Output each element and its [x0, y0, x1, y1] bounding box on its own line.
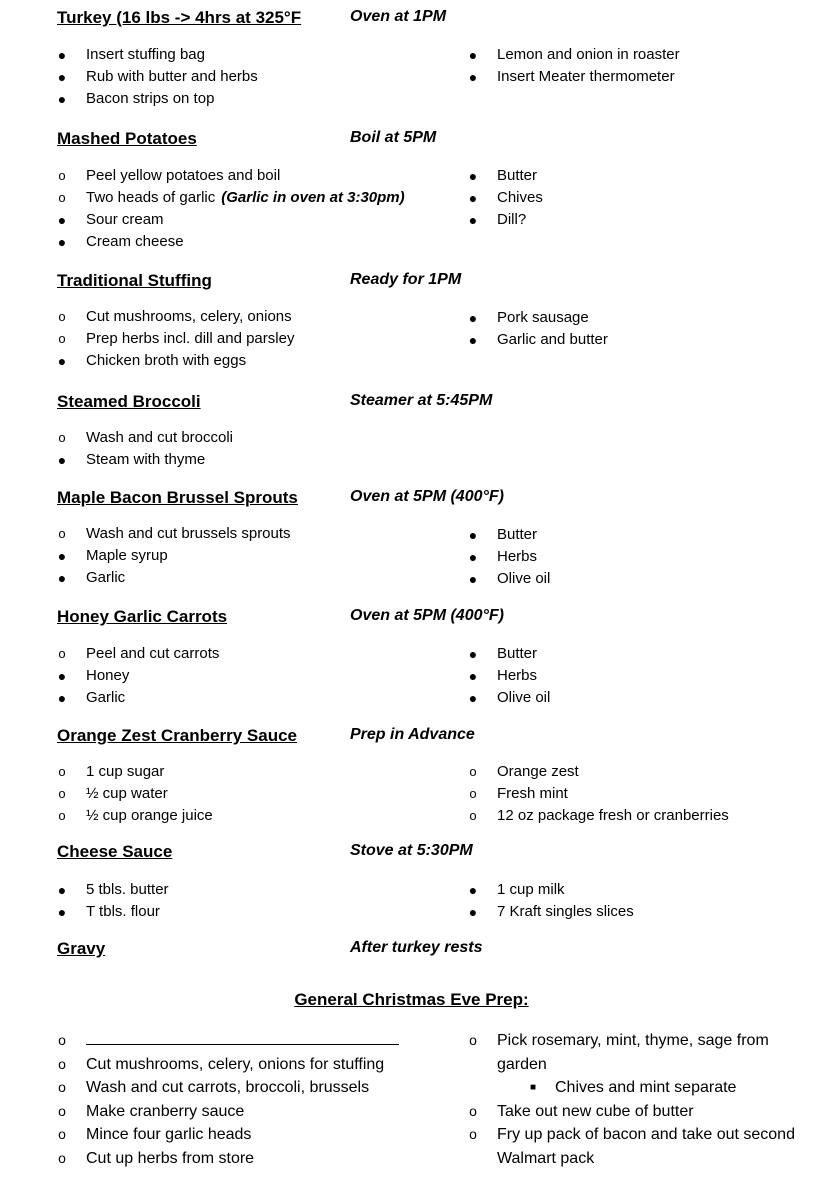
section-header — [0, 8, 823, 32]
bullet-marker: ● — [468, 668, 478, 684]
section-title: Steamed Broccoli — [57, 392, 201, 411]
circle-marker: o — [58, 1055, 66, 1072]
bullet-marker: ● — [468, 527, 478, 543]
circle-marker: o — [58, 808, 66, 823]
circle-marker: o — [58, 1102, 66, 1119]
circle-marker: o — [58, 331, 66, 346]
bullet-marker: ● — [468, 69, 478, 85]
circle-marker: o — [469, 1126, 477, 1142]
circle-marker: o — [58, 309, 66, 324]
section-title: Gravy — [57, 939, 106, 958]
section-title: Cheese Sauce — [57, 842, 173, 861]
bullet-marker: ● — [57, 690, 67, 706]
bullet-marker: ● — [57, 47, 67, 63]
bullet-marker: ● — [57, 353, 67, 369]
section-header — [0, 271, 823, 295]
circle-marker: o — [58, 1149, 66, 1166]
bullet-marker: ● — [468, 190, 478, 206]
bullet-marker: ● — [57, 91, 67, 107]
section-timing: Oven at 1PM — [350, 8, 447, 25]
circle-marker: o — [469, 1102, 477, 1119]
blank-fill-line — [86, 1029, 399, 1045]
bullet-marker: ● — [57, 452, 67, 468]
bullet-marker: ● — [57, 882, 67, 898]
bullet-marker: ● — [57, 548, 67, 564]
bullet-marker: ● — [57, 570, 67, 586]
bullet-marker: ● — [468, 549, 478, 565]
section-header — [0, 129, 823, 153]
circle-marker: o — [58, 526, 66, 541]
bullet-marker: ● — [468, 904, 478, 920]
section-timing: Prep in Advance — [350, 726, 475, 743]
circle-marker: o — [469, 764, 477, 779]
bullet-marker: ● — [57, 668, 67, 684]
section-timing: Oven at 5PM (400°F) — [350, 488, 504, 505]
section-timing: Boil at 5PM — [350, 129, 437, 146]
bullet-marker: ● — [468, 310, 478, 326]
circle-marker: o — [58, 764, 66, 779]
bullet-marker: ● — [468, 47, 478, 63]
section-header — [0, 939, 823, 963]
section-timing: Stove at 5:30PM — [350, 842, 473, 859]
bullet-marker: ● — [57, 234, 67, 250]
section-title: Mashed Potatoes — [57, 129, 197, 148]
section-header — [0, 392, 823, 416]
bullet-marker: ● — [468, 646, 478, 662]
circle-marker: o — [469, 1032, 477, 1048]
bullet-marker: ● — [57, 69, 67, 85]
section-header — [0, 842, 823, 866]
bullet-marker: ● — [468, 690, 478, 706]
section-timing: Steamer at 5:45PM — [350, 392, 493, 409]
circle-marker: o — [58, 786, 66, 801]
bullet-marker: ● — [57, 212, 67, 228]
bullet-marker: ● — [468, 882, 478, 898]
square-marker: ■ — [529, 1082, 537, 1093]
document-page: Turkey (16 lbs -> 4hrs at 325°F Oven at 1PM ● Insert stuffing bag ● Rub with butter and herbs ● Bacon strips on top ● Lemon and onion in roaster ● Insert Meater thermometer Mashed Potatoes Boil at 5PM o Peel yellow potatoes and boil o Two heads of garlic (Garlic in oven at 3:30pm) ● Sour cream ● Cream cheese ● Butter ● Chives ● Dill? Traditional Stuffing Ready for 1PM o Cut mushrooms, celery, onions o Prep herbs incl. dill and parsley ● Chicken broth with eggs ● Pork sausage ● Garlic and butter Steamed Broccoli Steamer at 5:45PM o Wash and cut broccoli ● Steam with thyme Maple Bacon Brussel Sprouts Oven at 5PM (400°F) o Wash and cut brussels sprouts ● Maple syrup ● Garlic ● Butter ● Herbs ● Olive oil Honey Garlic Carrots Oven at 5PM (400°F) o Peel and cut carrots ● Honey ● Garlic ● Butter ● Herbs ● Olive oil Orange Zest Cranberry Sauce Prep in Advance o 1 cup sugar o ½ cup water o ½ cup orange juice o Orange zest o Fresh mint o 12 oz package fresh or cranberries Cheese Sauce Stove at 5:30PM ● 5 tbls. butter ● T tbls. flour ● 1 cup milk ● 7 Kraft singles slices Gravy After turkey rests General Christmas Eve Prep: o o Cut mushrooms, celery, onions for stuffing o Wash and cut carrots, broccoli, brussels o Make cranberry sauce o Mince four garlic heads o Cut up herbs from store o Pick rosemary, mint, thyme, sage from garden ■ Chives and mint separate o Take out new cube of butter o Fry up pack of bacon and take out second Walmart pack — [0, 0, 823, 1200]
general-prep-title: General Christmas Eve Prep: — [294, 990, 529, 1009]
circle-marker: o — [58, 1032, 66, 1048]
circle-marker: o — [58, 1126, 66, 1142]
bullet-marker: ● — [57, 904, 67, 920]
circle-marker: o — [469, 808, 477, 823]
circle-marker: o — [58, 190, 66, 205]
section-timing: Ready for 1PM — [350, 271, 462, 288]
section-title: Traditional Stuffing — [57, 271, 212, 290]
section-timing: Oven at 5PM (400°F) — [350, 607, 504, 624]
bullet-marker: ● — [468, 212, 478, 228]
bullet-marker: ● — [468, 332, 478, 348]
section-header — [0, 607, 823, 631]
item-note: (Garlic in oven at 3:30pm) — [221, 189, 405, 206]
section-header — [0, 488, 823, 512]
circle-marker: o — [469, 786, 477, 801]
section-title: Maple Bacon Brussel Sprouts — [57, 488, 298, 507]
bullet-marker: ● — [468, 571, 478, 587]
circle-marker: o — [58, 430, 66, 445]
section-title: Orange Zest Cranberry Sauce — [57, 726, 297, 745]
section-header — [0, 726, 823, 750]
circle-marker: o — [58, 1079, 66, 1095]
bullet-marker: ● — [468, 168, 478, 184]
section-title: Honey Garlic Carrots — [57, 607, 228, 626]
circle-marker: o — [58, 646, 66, 661]
section-timing: After turkey rests — [350, 939, 483, 956]
section-title: Turkey (16 lbs -> 4hrs at 325°F — [57, 8, 302, 27]
circle-marker: o — [58, 168, 66, 183]
